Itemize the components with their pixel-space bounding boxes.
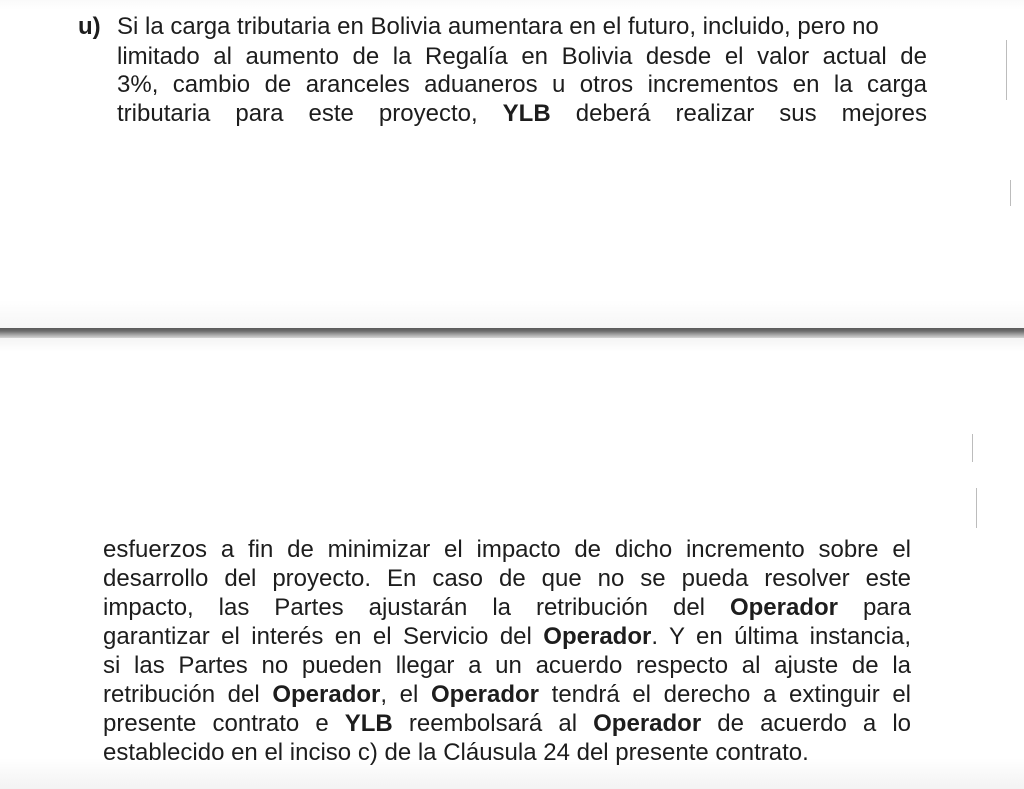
paragraph-line <box>103 709 911 739</box>
text-run: tendrá el derecho a extinguir el <box>539 681 911 708</box>
document-page-upper <box>0 0 1024 328</box>
page-edge-mark <box>1006 40 1007 100</box>
text-run: retribución del <box>103 681 273 708</box>
text-run: deberá realizar sus mejores <box>550 100 927 127</box>
paragraph-line: esfuerzos a fin de minimizar el impacto de dicho incremento sobre el <box>103 536 911 563</box>
paragraph-line: si las Partes no pueden llegar a un acuerdo respecto al ajuste de la <box>103 652 911 679</box>
text-run: presente contrato e <box>103 710 345 737</box>
text-run: de acuerdo a lo <box>701 710 912 737</box>
paragraph-line: desarrollo del proyecto. En caso de que no se pueda resolver este <box>103 565 911 592</box>
text-run: garantizar el interés en el Servicio del <box>103 623 544 650</box>
text-run: tributaria para este proyecto, <box>117 100 503 127</box>
page-separator <box>0 328 1024 338</box>
entity-name-operador: Operador <box>543 623 652 650</box>
entity-name-ylb: YLB <box>344 710 393 737</box>
paragraph-line <box>103 680 911 710</box>
entity-name-operador: Operador <box>729 594 838 621</box>
paragraph-line: 3%, cambio de aranceles aduaneros u otros incrementos en la carga <box>117 71 927 98</box>
paragraph-line <box>103 622 911 652</box>
item-marker: u) <box>78 13 101 40</box>
page-edge-mark <box>1010 180 1011 206</box>
paragraph-line: limitado al aumento de la Regalía en Bolivia desde el valor actual de <box>117 43 927 70</box>
document-page-lower <box>0 338 1024 789</box>
entity-name-operador: Operador <box>430 681 540 708</box>
paragraph-line: establecido en el inciso c) de la Cláusula 24 del presente contrato. <box>103 739 809 766</box>
entity-name-operador: Operador <box>593 710 702 737</box>
text-run: reembolsará al <box>392 710 594 737</box>
entity-name-ylb: YLB <box>502 100 551 127</box>
page-edge-mark <box>972 434 973 462</box>
paragraph-line: Si la carga tributaria en Bolivia aumentara en el futuro, incluido, pero no <box>117 13 879 40</box>
entity-name-operador: Operador <box>272 681 381 708</box>
text-run: impacto, las Partes ajustarán la retribución del <box>103 594 730 621</box>
text-run: para <box>838 594 911 621</box>
paragraph-line <box>103 593 911 623</box>
text-run: , el <box>380 681 431 708</box>
page-edge-mark <box>976 488 977 528</box>
paragraph-line <box>117 99 927 129</box>
text-run: . Y en última instancia, <box>651 623 912 650</box>
